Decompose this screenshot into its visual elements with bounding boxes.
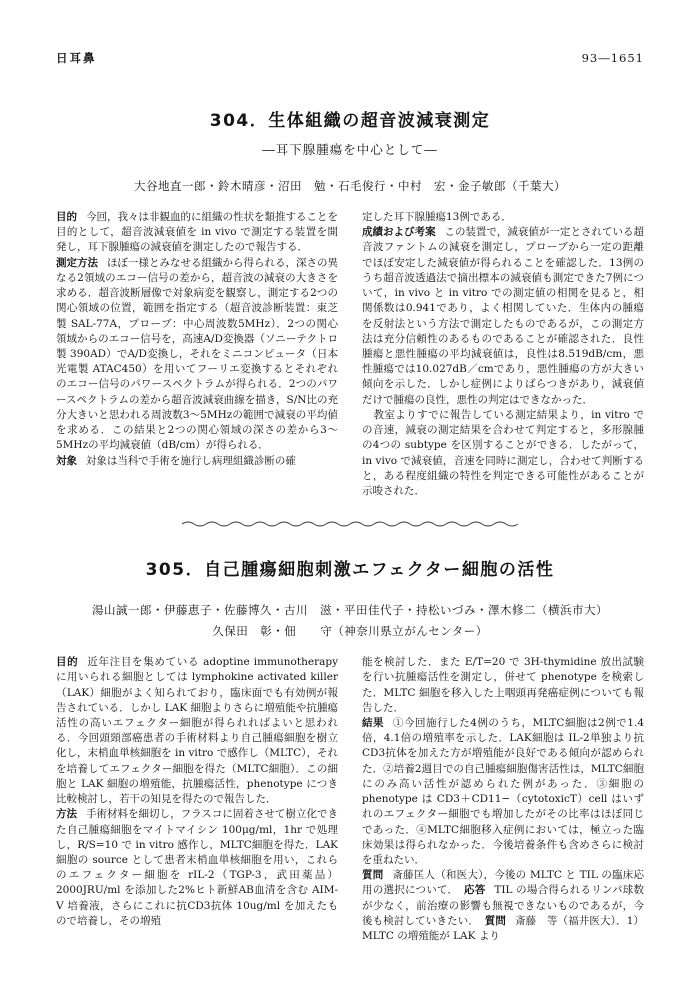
article-305-right-column xyxy=(362,655,644,944)
paragraph-text: 近年注目を集めている adoptine immunotherapy に用いられる細胞としては lymphokine activated killer（LAK）細胞がよく知られており，臨床面でも有効例が報告されている．しかし LAK 細胞よりさらに増殖能や抗腫瘍活性の高いエフェクター細胞が得られればよいと思われる．今回頭頸部癌患者の手術材料より自己腫瘍細胞を樹立化し，末梢血単核細胞を in vitro で感作し（MLTC），それを培養してエフェクター細胞を得た（MLTC細胞）．この細胞と LAK 細胞の増殖能，抗腫瘍活性，phenotype につき比較検討し，若干の知見を得たので報告した． xyxy=(56,656,339,806)
article-304-authors: 大谷地直一郎・鈴木晴彦・沼田 勉・石毛俊行・中村 宏・金子敏郎（千葉大） xyxy=(134,179,566,193)
paragraph-label: 成績および考案 xyxy=(362,226,436,239)
article-304-head xyxy=(56,106,644,194)
paragraph-conclusion xyxy=(362,408,644,499)
paragraph-label: 対象 xyxy=(56,454,77,467)
paragraph-methods xyxy=(56,256,338,454)
paragraph-objective xyxy=(56,210,338,256)
paragraph-text: 今回，我々は非観血的に組織の性状を類推することを目的として，超音波減衰値を in vivo で測定する装置を開発し，耳下腺腫瘍の減衰値を測定したので報告する． xyxy=(56,211,339,254)
article-305 xyxy=(56,555,644,944)
paragraph-label: 方法 xyxy=(56,808,78,821)
paragraph-text: 教室よりすでに報告している測定結果より，in vitro での音速，減衰の測定結果を合わせて判定すると，多形腺腫の4つの subtype を区別することができる．したがって，in vivo で減衰値，音速を同時に測定し，合わせて判断すると，ある程度組織の特性を判定できる可能性があることが示唆された． xyxy=(362,408,644,497)
paragraph-label: 目的 xyxy=(56,656,79,669)
question-label: 質問 xyxy=(362,869,384,882)
article-304-subtitle: ―耳下腺腫瘍を中心として― xyxy=(262,142,438,157)
article-305-authors-line2: 久保田 彰・佃 守（神奈川県立がんセンター） xyxy=(212,624,488,639)
paragraph-label: 目的 xyxy=(56,211,78,223)
article-305-left-column xyxy=(56,655,338,944)
paragraph-subjects xyxy=(56,454,338,469)
paragraph-text: ①今回施行した4例のうち，MLTC細胞は2例で1.4倍，4.1倍の増殖率を示した．LAK細胞は IL-2単独より抗CD3抗体を加えた方が増殖能が良好である傾向が認められた．②培養2週目での自己腫瘍細胞傷害活性は，MLTC細胞にのみ高い活性が認められた例があった．③細胞の phenotype は CD3＋CD11−（cytotoxicT）cell はいずれのエフェクター細胞でも増加したがその比率はほぼ同じであった．④MLTC細胞移入症例においては，極立った臨床効果は得られなかった．今後培養条件も含めさらに検討を重ねたい． xyxy=(362,717,645,866)
paragraph-results-discussion xyxy=(362,225,644,408)
question-text: 斎藤匡人（和医大），今後の MLTC と TIL の臨床応用の選択について． xyxy=(362,869,644,897)
paragraph-label: 測定方法 xyxy=(56,256,99,269)
article-305-body xyxy=(56,655,644,944)
paragraph-continuation xyxy=(362,210,644,225)
article-304-right-column xyxy=(362,210,644,499)
answer-text: TIL の場合得られるリンパ球数が少なく，前治療の影響も無視できないものであるが，今後も検討していきたい． xyxy=(362,884,644,927)
paragraph-text: 定した耳下腺腫瘍13例である． xyxy=(362,211,512,223)
paragraph-label: 結果 xyxy=(362,717,385,730)
paragraph-text: この装置で，減衰値が一定とされている超音波ファントムの減衰を測定し，プローブから一定の距離でほぼ安定した減衰値が得られることを確認した．13例のうち超音波透過法で摘出標本の減衰値も測定できた7例について，in vivo と in vitro での測定値の相関を見ると，相関係数は0.941であり，よく相関していた．生体内の腫瘍を反射法という方法で測定したものであるが，この測定方法は充分信頼性のあるものであることが確認された．良性腫瘍と悪性腫瘍の平均減衰値は，良性は8.519dB/cm，悪性腫瘍では10.027dB／cmであり，悪性腫瘍の方が大きい傾向を示した．しかし症例によりばらつきがあり，減衰値だけで腫瘍の良性，悪性の判定はできなかった． xyxy=(362,226,645,406)
running-head xyxy=(56,50,644,66)
question-label: 質問 xyxy=(484,914,507,927)
paragraph-text: ほぼ一様とみなせる組織から得られる，深さの異なる2領域のエコー信号の差から，超音波の減衰の大きさを求める．超音波断層像で対象病変を観察し，測定する2つの関心領域の位置，範囲を指定する（超音波診断装置：東芝製 SAL-77A，プローブ：中心周波数5MHz）．2つの関心領域からのエコー信号を，高速A/D変換器（ソニーテクトロ製 390AD）でA/D変換し，それをミニコンピュータ（日本光電製 ATAC450）を用いてフーリエ変換するとそれぞれのエコー信号のパワースペクトラムが得られる．2つのパワースペクトラムの差から超音波減衰曲線を描き，S/N比の充分大きいと思われる周波数3〜5MHzの範囲で減衰の平均値を求める．この結果と2つの関心領域の深さの差から3〜5MHzの平均減衰値（dB/cm）が得られる． xyxy=(56,256,339,452)
wave-divider-icon xyxy=(180,519,520,529)
page-reference: 93―1651 xyxy=(581,51,644,65)
paragraph-text: 手術材料を細切し，フラスコに固着させて樹立化できた自己腫瘍細胞をマイトマイシン 100μg/ml，1hr で処理し，R/S=10 で in vitro 感作し，MLTC細胞を得た．LAK細胞の source として患者末梢血単核細胞を用い，これらのエフェクター細胞を rIL-2（TGP-3，武田薬品）2000JRU/ml を添加した2%ヒト新鮮AB血清を含む AIM-V 培養液，さらにこれに抗CD3抗体 10ug/ml を加えたもので培養し，その増殖 xyxy=(56,808,338,927)
answer-label: 応答 xyxy=(464,884,486,897)
article-305-title: 305．自己腫瘍細胞刺激エフェクター細胞の活性 xyxy=(145,560,555,581)
article-304-title: 304．生体組織の超音波減衰測定 xyxy=(209,111,491,131)
paragraph-continuation xyxy=(362,655,644,716)
paragraph-text: 対象は当科で手術を施行し病理組織診断の確 xyxy=(85,454,296,467)
article-305-authors-line1: 湯山誠一郎・伊藤恵子・佐藤博久・古川 滋・平田佳代子・持松いづみ・澤木修二（横浜市大） xyxy=(92,603,608,618)
paragraph-objective xyxy=(56,655,338,807)
paragraph-text: 能を検討した．また E/T=20 で 3H-thymidine 放出試験を行い抗腫瘍活性を測定し，併せて phenotype を検索した．MLTC 細胞を移入した上咽頭再発癌症例についても報告した． xyxy=(362,656,644,714)
paragraph-question-answer xyxy=(362,868,644,944)
article-305-head xyxy=(56,555,644,639)
section-divider xyxy=(56,519,644,529)
paragraph-methods xyxy=(56,807,338,929)
journal-name: 日耳鼻 xyxy=(56,51,97,65)
paragraph-results xyxy=(362,716,644,868)
article-304-body xyxy=(56,210,644,499)
article-304-left-column xyxy=(56,210,338,499)
article-304 xyxy=(56,106,644,499)
question-text: 斎藤 等（福井医大）．1）MLTC の増殖能が LAK より xyxy=(362,914,645,943)
